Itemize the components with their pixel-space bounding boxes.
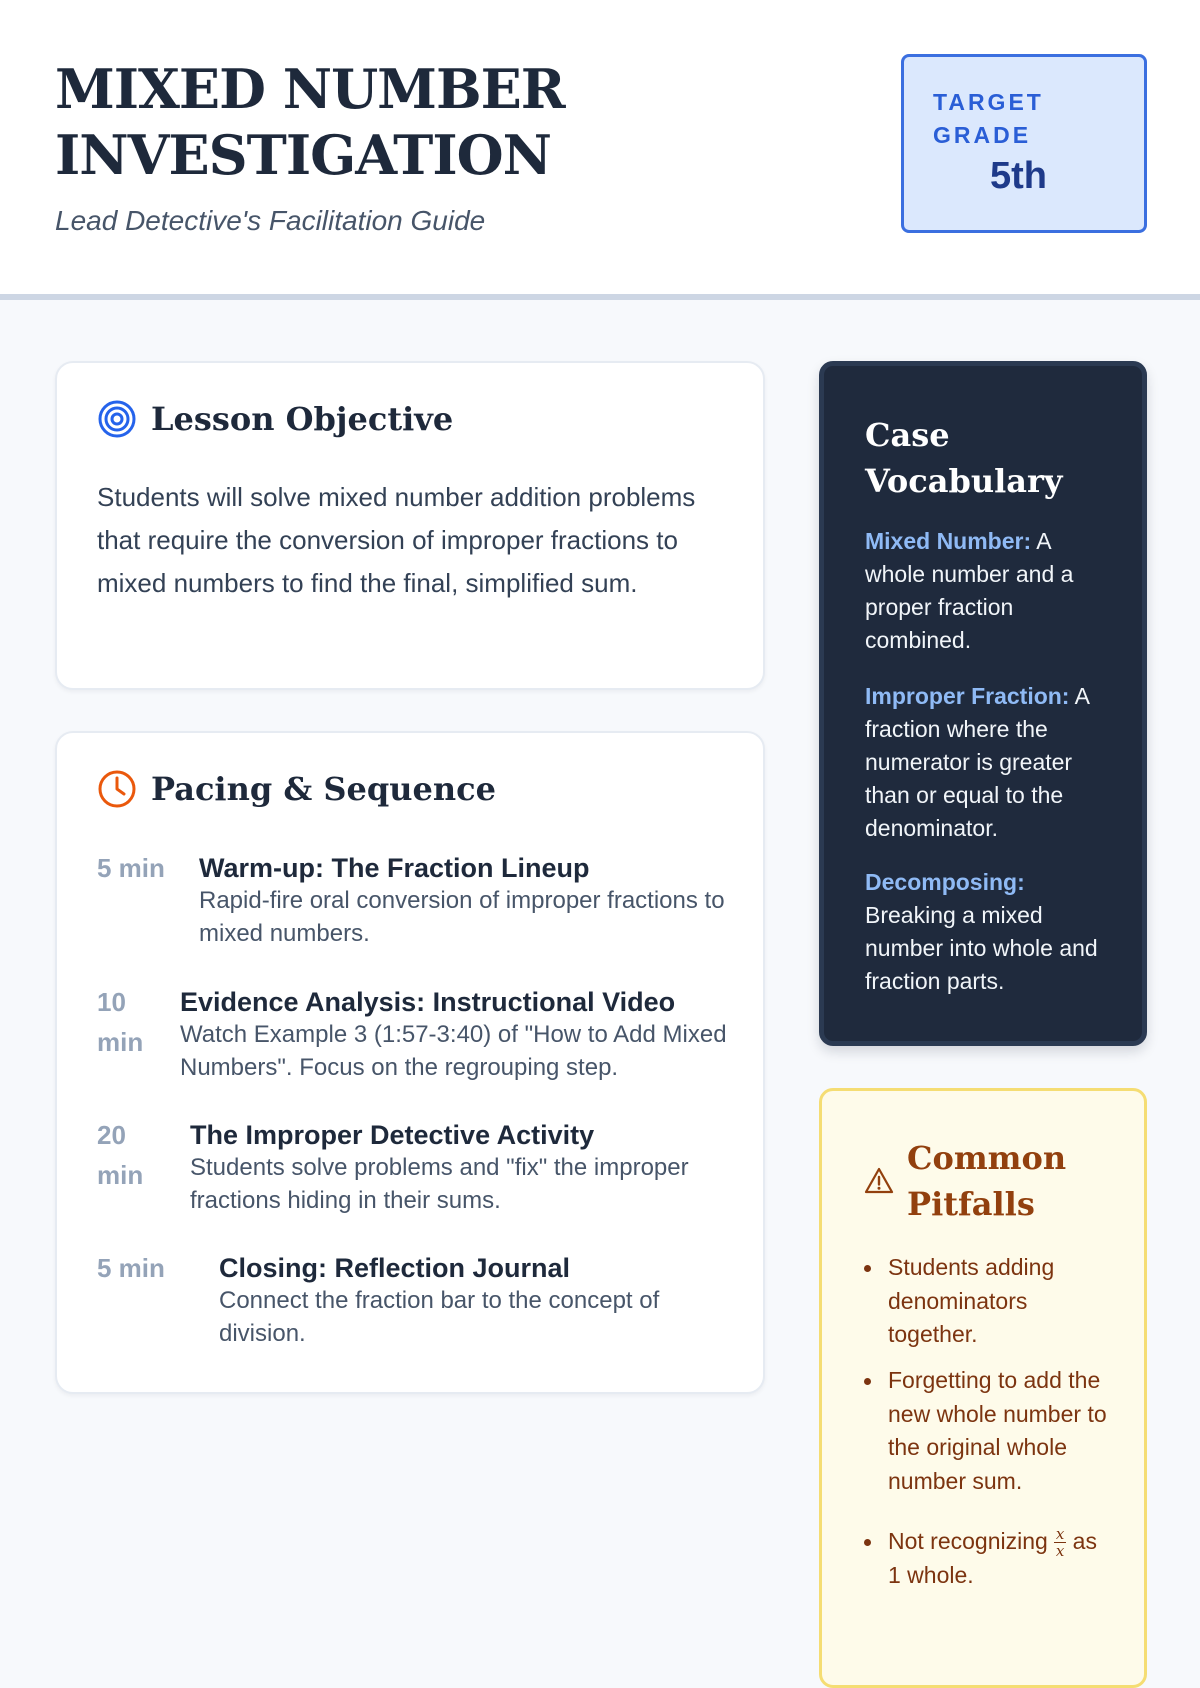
pacing-item-title: The Improper Detective Activity (190, 1120, 595, 1150)
pacing-heading (97, 769, 496, 809)
clock-icon (97, 769, 137, 809)
pitfalls-title: Common Pitfalls (907, 1139, 1067, 1223)
pacing-item-title: Evidence Analysis: Instructional Video (180, 987, 676, 1017)
pacing-item-description: Connect the fraction bar to the concept of division. (219, 1287, 660, 1347)
target-grade-badge (901, 54, 1147, 233)
page-header (0, 0, 1200, 300)
pitfall-item (888, 1525, 1108, 1593)
pacing-sequence-card (55, 731, 765, 1394)
fraction-x-over-x (1054, 1526, 1066, 1559)
pacing-time: 10 min (97, 987, 144, 1057)
vocabulary-definition: A fraction where the numerator is greater than or equal to the denominator. (865, 683, 1089, 841)
vocabulary-heading: Case Vocabulary (865, 416, 1063, 500)
common-pitfalls-card (819, 1088, 1147, 1688)
target-icon (97, 399, 137, 439)
lesson-objective-card (55, 361, 765, 690)
target-grade-label: TARGET GRADE (933, 89, 1044, 148)
vocabulary-definition: Breaking a mixed number into whole and fraction parts. (865, 902, 1098, 994)
pacing-item-description: Watch Example 3 (1:57-3:40) of "How to Add Mixed Numbers". Focus on the regrouping step. (180, 1021, 727, 1081)
lesson-objective-text: Students will solve mixed number addition problems that require the conversion of improper fractions to mixed numbers to find the final, simplified sum. (97, 482, 696, 598)
vocabulary-entry (865, 680, 1110, 845)
pacing-time: 5 min (97, 1253, 165, 1283)
pitfalls-heading (863, 1135, 1107, 1227)
vocabulary-entry (865, 525, 1110, 657)
pitfall-text: Not recognizing (888, 1528, 1048, 1554)
vocabulary-term: Improper Fraction: (865, 683, 1070, 709)
pacing-item-description: Rapid-fire oral conversion of improper fractions to mixed numbers. (199, 887, 725, 947)
pacing-title: Pacing & Sequence (151, 770, 496, 808)
warning-icon (863, 1165, 895, 1197)
page-subtitle: Lead Detective's Facilitation Guide (55, 205, 486, 236)
pitfall-text: as 1 whole. (888, 1528, 1097, 1589)
pitfall-item: Forgetting to add the new whole number to the original whole number sum. (888, 1364, 1108, 1498)
lesson-objective-title: Lesson Objective (151, 400, 454, 438)
page-title: MIXED NUMBER INVESTIGATION (55, 57, 565, 187)
pacing-time: 5 min (97, 853, 165, 883)
pacing-item-description: Students solve problems and "fix" the improper fractions hiding in their sums. (190, 1154, 689, 1214)
pacing-time: 20 min (97, 1120, 144, 1190)
pacing-item-title: Warm-up: The Fraction Lineup (199, 853, 590, 883)
vocabulary-term: Decomposing: (865, 869, 1025, 895)
target-grade-value: 5th (990, 155, 1047, 197)
pacing-item-title: Closing: Reflection Journal (219, 1253, 571, 1283)
case-vocabulary-card (819, 361, 1147, 1046)
vocabulary-definition: A whole number and a proper fraction combined. (865, 528, 1074, 653)
fraction-denominator: x (1055, 1542, 1065, 1561)
vocabulary-term: Mixed Number: (865, 528, 1032, 554)
pitfall-item: Students adding denominators together. (888, 1251, 1108, 1352)
vocabulary-entry (865, 866, 1110, 998)
lesson-objective-heading (97, 399, 453, 439)
fraction-numerator: x (1055, 1525, 1065, 1544)
